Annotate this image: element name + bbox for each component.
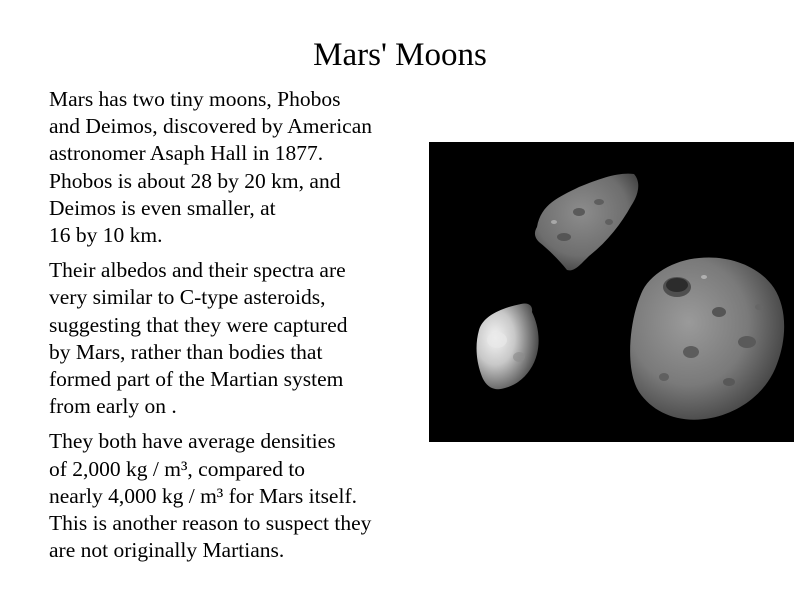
text-line: by Mars, rather than bodies that [49,339,323,364]
moons-photo [429,142,794,442]
text-line: formed part of the Martian system [49,367,344,392]
text-line: They both have average densities [49,429,336,454]
text-line: This is another reason to suspect they [49,511,372,536]
paragraph-discovery [49,86,424,249]
text-line: astronomer Asaph Hall in 1877. [49,141,324,166]
text-line: Phobos is about 28 by 20 km, and [49,168,341,193]
text-line: Deimos is even smaller, at [49,195,276,220]
text-line: Their albedos and their spectra are [49,258,346,283]
text-line: suggesting that they were captured [49,312,348,337]
slide-title: Mars' Moons [313,37,487,73]
text-line: Mars has two tiny moons, Phobos [49,87,341,111]
body-text [49,86,424,572]
text-line: nearly 4,000 kg / m³ for Mars itself. [49,483,357,508]
text-line: very similar to C-type asteroids, [49,285,326,310]
text-line: 16 by 10 km. [49,223,163,248]
paragraph-density [49,428,424,564]
moons-illustration [429,142,794,442]
text-line: and Deimos, discovered by American [49,114,373,139]
text-line: of 2,000 kg / m³, compared to [49,456,306,481]
text-line: are not originally Martians. [49,538,285,563]
text-line: from early on . [49,394,177,419]
paragraph-albedo [49,257,424,420]
